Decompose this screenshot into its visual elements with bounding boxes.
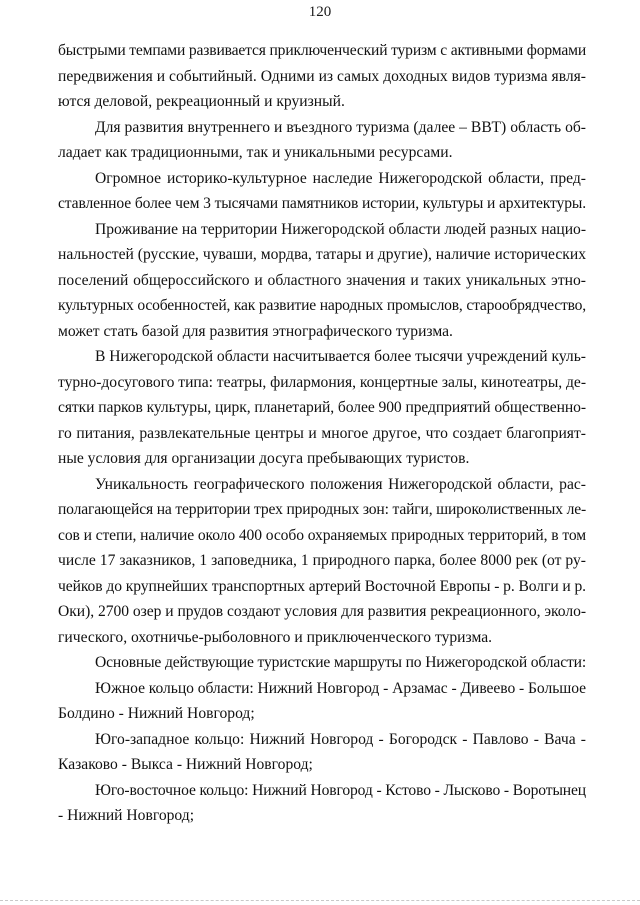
text-line: Для развития внутреннего и въездного туризма (далее – ВВТ) область об- — [95, 118, 586, 136]
paragraph — [58, 115, 586, 166]
text-line: Оки), 2700 озер и прудов создают условия для развития рекреационного, эколо- — [58, 603, 586, 620]
text-line: ются деловой, рекреационный и круизный. — [58, 93, 345, 110]
text-line: Огромное историко-культурное наследие Нижегородской области, пред- — [95, 169, 586, 187]
text-line: Юго-восточное кольцо: Нижний Новгород - Кстово - Лысково - Воротынец — [95, 781, 586, 799]
paragraph — [58, 778, 586, 829]
text-line: Южное кольцо области: Нижний Новгород - Арзамас - Дивеево - Большое — [95, 679, 586, 697]
text-line: Казаково - Выкса - Нижний Новгород; — [58, 756, 313, 773]
paragraph — [58, 472, 586, 651]
text-line: Проживание на территории Нижегородской области людей разных нацио- — [95, 220, 586, 238]
paragraph — [58, 727, 586, 778]
text-line: поселений общероссийского и областного значения и таких уникальных этно- — [58, 271, 586, 289]
paragraph — [58, 650, 586, 676]
paragraph — [58, 166, 586, 217]
text-line: сятки парков культуры, цирк, планетарий, более 900 предприятий общественно- — [58, 399, 586, 416]
text-line: - Нижний Новгород; — [58, 807, 195, 824]
text-line: ставленное более чем 3 тысячами памятников истории, культуры и архитектуры. — [58, 195, 586, 212]
paragraph — [58, 676, 586, 727]
text-line: сов и степи, наличие около 400 особо охраняемых природных территорий, в том — [58, 526, 586, 544]
text-line: нальностей (русские, чуваши, мордва, татары и другие), наличие исторических — [58, 246, 586, 263]
text-line: Болдино - Нижний Новгород; — [58, 705, 255, 722]
text-line: турно-досугового типа: театры, филармония, концертные залы, кинотеатры, де- — [58, 373, 586, 391]
text-line: Юго-западное кольцо: Нижний Новгород - Богородск - Павлово - Вача - — [95, 730, 586, 748]
text-line: быстрыми темпами развивается приключенческий туризм с активными формами — [58, 42, 586, 59]
text-line: чейков до крупнейших транспортных артерий Восточной Европы - р. Волги и р. — [58, 577, 586, 595]
text-line: культурных особенностей, как развитие народных промыслов, старообрядчество, — [58, 297, 586, 314]
text-line: В Нижегородской области насчитывается более тысячи учреждений куль- — [95, 348, 586, 365]
text-line: Основные действующие туристские маршруты по Нижегородской области: — [95, 654, 586, 671]
text-line: может стать базой для развития этнографического туризма. — [58, 322, 453, 340]
paragraph — [58, 38, 586, 115]
text-line: гического, охотничье-рыболовного и приключенческого туризма. — [58, 628, 493, 646]
document-body — [58, 38, 586, 829]
text-line: ные условия для организации досуга пребывающих туристов. — [58, 450, 470, 467]
paragraph — [58, 344, 586, 472]
page-bottom-edge — [0, 900, 640, 901]
text-line: Уникальность географического положения Нижегородской области, рас- — [95, 475, 586, 493]
text-line: полагающейся на территории трех природных зон: тайги, широколиственных ле- — [58, 501, 586, 518]
text-line: ладает как традиционными, так и уникальными ресурсами. — [58, 144, 453, 161]
text-line: передвижения и событийный. Одними из самых доходных видов туризма явля- — [58, 67, 586, 85]
page-number: 120 — [308, 4, 332, 20]
paragraph — [58, 217, 586, 345]
text-line: го питания, развлекательные центры и многое другое, что создает благоприят- — [58, 424, 586, 442]
text-line: числе 17 заказников, 1 заповедника, 1 природного парка, более 8000 рек (от ру- — [58, 552, 586, 569]
